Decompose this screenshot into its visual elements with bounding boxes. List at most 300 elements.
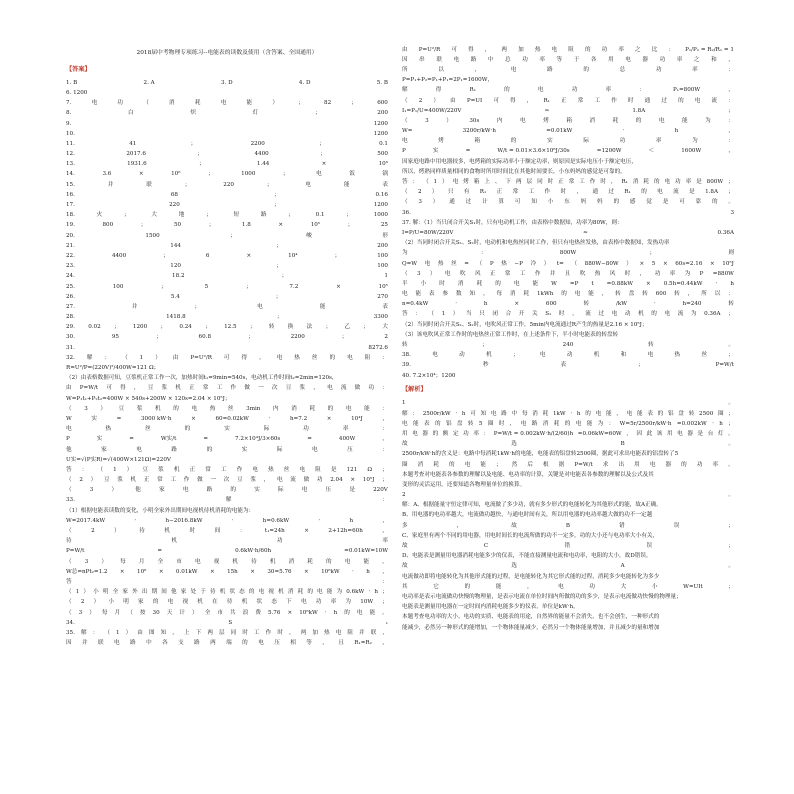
text-token: 29. — [66, 324, 75, 331]
text-token: 正 — [189, 466, 196, 473]
text-token: ： — [728, 117, 734, 124]
text-token: × — [158, 568, 164, 575]
text-token: 阻 — [347, 629, 353, 636]
text-token: 电 — [432, 352, 438, 359]
text-token: 800 — [102, 222, 114, 229]
text-token: ） — [111, 487, 118, 494]
text-token: · — [134, 517, 137, 524]
text-token: 出 — [141, 589, 148, 596]
text-token: 0.01kW — [175, 568, 198, 575]
text-token: 等 — [556, 56, 563, 63]
solution-line — [402, 268, 734, 278]
text-token: ） — [101, 558, 107, 565]
solution-line — [66, 546, 388, 556]
text-run: 解：A、根据能量守恒定律可知，电流做了多少功，就有多少形式的电能转化为其他形式的能，故A正确。 — [402, 502, 662, 509]
text-token: ， — [382, 415, 388, 422]
text-token: 600 — [545, 301, 557, 308]
text-token: 时 — [189, 528, 196, 535]
text-token: 电 — [345, 405, 352, 412]
text-token: 觉 — [646, 199, 652, 206]
text-token: =1200W — [596, 148, 622, 155]
text-token: ； — [638, 362, 644, 369]
text-token: ： — [728, 138, 734, 145]
text-token: 正 — [558, 179, 564, 186]
analysis-line — [402, 500, 734, 510]
text-token: 两 — [207, 629, 213, 636]
text-token: 丝 — [227, 405, 234, 412]
text-token: 内 — [273, 405, 279, 412]
text-token: 5.76 — [267, 609, 281, 616]
text-token: ； — [325, 324, 332, 331]
answer-line — [66, 179, 388, 189]
text-token: 3 — [730, 209, 734, 216]
text-token: 电 — [647, 352, 654, 359]
text-token: 33. — [66, 497, 75, 504]
text-token: 15. — [66, 181, 75, 188]
text-token: 消 — [291, 405, 297, 412]
text-token: 盘 — [456, 420, 463, 427]
text-token: 0.6kW — [346, 589, 365, 596]
text-token: R₁=R₂ — [354, 640, 372, 647]
text-token: 待 — [226, 599, 233, 606]
text-token: ） — [90, 477, 97, 484]
text-token: 工 — [220, 466, 227, 473]
text-token: × — [250, 568, 255, 575]
text-token: 能 — [369, 609, 376, 616]
text-token: 额 — [442, 430, 449, 437]
text-token: 该 — [656, 430, 663, 437]
text-token: ； — [728, 107, 734, 114]
solution-line — [402, 258, 734, 268]
text-token: 的 — [173, 405, 179, 412]
text-token: · — [318, 517, 321, 524]
text-token: 时 — [439, 280, 445, 287]
text-token: 过 — [598, 311, 605, 318]
text-token: ， — [576, 189, 583, 196]
text-token: 10. — [66, 130, 75, 137]
text-token: 电 — [558, 583, 564, 590]
text-token: 9. — [66, 120, 72, 127]
text-token: 箱 — [474, 138, 481, 145]
text-token: 联 — [436, 56, 442, 63]
text-token: 转 — [674, 291, 680, 298]
text-token: /kW — [615, 301, 627, 308]
text-run: D、电能表是测量用电器消耗电能多少的仪表，不能直接测量电流和电功率，电阻的大小，故D错误。 — [402, 553, 652, 560]
text-token: P=U²/R — [418, 46, 441, 53]
text-token: 的 — [657, 410, 664, 417]
text-token: 2 — [418, 97, 423, 104]
text-token: 通 — [644, 97, 651, 104]
answer-line — [66, 98, 388, 108]
text-token: 以 — [714, 291, 721, 298]
text-token: 常 — [577, 97, 584, 104]
text-token: 是 — [662, 199, 669, 206]
text-token: × — [662, 260, 668, 267]
text-token: （ — [66, 477, 72, 484]
text-token: 热 — [501, 260, 507, 267]
text-token: ； — [347, 222, 354, 229]
text-token: 3000 kW·h — [140, 415, 172, 422]
text-token: 冷 — [530, 260, 537, 267]
text-token: 根 — [543, 461, 549, 468]
text-token: 丝 — [283, 466, 290, 473]
text-token: ， — [259, 354, 265, 361]
text-token: 小 — [651, 583, 658, 590]
text-token: 32. — [66, 354, 75, 361]
text-token: 25 — [380, 222, 388, 229]
solution-line — [66, 617, 388, 627]
solution-line — [66, 495, 388, 505]
text-token: =P — [569, 280, 579, 287]
text-token: 算 — [498, 199, 505, 206]
answer-line — [66, 159, 388, 169]
text-token: 误 — [646, 543, 653, 549]
text-token: × — [119, 568, 125, 575]
text-token: 转 — [467, 420, 474, 427]
text-token: W=2017.4kW — [66, 517, 106, 524]
text-token: 3min — [246, 405, 261, 412]
text-token: × — [336, 283, 341, 290]
text-token: （ — [428, 311, 435, 318]
text-token: 器 — [665, 461, 672, 468]
text-token: 解 — [86, 354, 93, 361]
solution-line — [66, 515, 388, 525]
text-token: ； — [266, 181, 273, 188]
text-token: 的 — [242, 640, 248, 647]
text-token: 和 — [620, 352, 627, 359]
text-token: 有 — [463, 189, 470, 196]
text-token: ： — [728, 291, 734, 298]
text-token: 由 — [172, 354, 179, 361]
text-token: （ — [571, 260, 578, 267]
text-token: 5 — [204, 283, 209, 290]
solution-line — [402, 299, 734, 309]
text-token: · — [231, 517, 234, 524]
text-token: 率 — [655, 138, 662, 145]
text-token: 路 — [470, 56, 477, 63]
text-token: 间 — [214, 528, 221, 535]
text-token: ， — [133, 385, 140, 392]
text-token: 箱 — [473, 179, 480, 186]
text-token: 计 — [482, 199, 488, 206]
text-token: 流 — [585, 311, 591, 318]
text-token: ： — [382, 446, 388, 453]
text-token: 机 — [155, 405, 161, 412]
text-run: 电流做功即将电能转化为其他形式能的过程，是电能转化为其它形式能的过程，消耗多少电能转化为多少 — [402, 573, 660, 580]
text-token: W实/t — [160, 436, 177, 443]
text-token: 的 — [329, 354, 336, 361]
text-token: 10⁶ — [378, 161, 388, 168]
text-token: · — [622, 128, 625, 135]
text-token: 机 — [232, 558, 239, 565]
text-token: 烤 — [438, 138, 444, 145]
answer-line — [66, 87, 388, 97]
text-token: 30=5.76 — [267, 568, 292, 575]
text-token: ： — [382, 497, 388, 504]
text-token: 14. — [66, 171, 75, 178]
text-token: 3 — [418, 199, 422, 206]
text-token: 1 — [402, 400, 406, 407]
text-token: 所 — [402, 66, 408, 73]
text-token: 明 — [123, 599, 129, 606]
text-token: （ — [66, 528, 72, 535]
text-token: 1000 — [373, 212, 388, 219]
text-token: 丝 — [451, 260, 457, 267]
text-token: 解 — [402, 410, 408, 417]
text-token: ， — [526, 97, 533, 104]
text-token: 机 — [130, 477, 137, 484]
text-token: 消 — [589, 117, 596, 124]
text-token: W/t = 0.01×3.6×10⁶J/30s — [497, 148, 570, 155]
text-token: 的 — [510, 138, 517, 145]
text-token: ； — [140, 222, 147, 229]
text-token: 耗 — [433, 461, 439, 468]
text-token: 机 — [171, 538, 178, 545]
solution-line — [402, 217, 734, 227]
text-token: 器 — [687, 430, 693, 437]
text-token: 。 — [728, 400, 734, 407]
text-token: 2.04 — [330, 477, 343, 484]
text-token: 并 — [131, 303, 138, 310]
solution-line — [402, 278, 734, 288]
text-token: 1200 — [373, 202, 388, 209]
text-token: × — [287, 609, 293, 616]
text-token: 只 — [447, 189, 454, 196]
text-token: h — [576, 410, 581, 417]
text-token: ） — [125, 629, 132, 636]
answer-line — [66, 301, 388, 311]
text-token: · — [268, 415, 271, 422]
text-token: 消 — [457, 280, 464, 287]
text-token: 220 — [223, 181, 234, 188]
text-token: （ — [402, 189, 408, 196]
text-run: 6. 1200 — [66, 89, 88, 96]
text-token: ） — [543, 260, 550, 267]
analysis-line — [402, 561, 734, 571]
text-token: 电 — [539, 352, 546, 359]
text-token: ， — [601, 291, 608, 298]
text-token: 同 — [230, 629, 237, 636]
text-token: 1.44 — [256, 161, 270, 168]
text-token: 50 — [173, 222, 182, 229]
text-token: 层 — [218, 629, 225, 636]
text-token: S — [228, 619, 233, 626]
text-token: 0.6kW·h/60h — [235, 548, 272, 555]
text-token: 30 — [152, 609, 160, 616]
text-token: 解 — [225, 497, 232, 504]
text-token: 消 — [632, 179, 639, 186]
text-token: ； — [273, 202, 280, 209]
text-token: 待 — [209, 589, 216, 596]
text-token: A — [620, 563, 625, 570]
text-token: 7.2 — [289, 283, 299, 290]
text-token: 它 — [433, 583, 439, 590]
text-run: 40. 7.2×10⁴；1200 — [402, 372, 456, 379]
analysis-line — [402, 469, 734, 479]
text-token: 率 — [605, 87, 612, 94]
text-token: · — [324, 609, 327, 616]
text-token: ， — [728, 56, 734, 63]
text-token: （ — [402, 270, 408, 277]
text-token: 正 — [561, 97, 567, 104]
text-token: 大 — [382, 324, 388, 331]
text-token: 浆 — [161, 385, 168, 392]
text-token: h — [483, 301, 488, 308]
solution-line — [402, 309, 734, 319]
text-token: 用 — [608, 56, 614, 63]
answer-line — [66, 281, 388, 291]
text-token: 的 — [464, 583, 471, 590]
text-token: 用 — [666, 430, 673, 437]
text-token: 视 — [182, 599, 189, 606]
text-token: 知 — [160, 629, 167, 636]
text-token: P=W/t — [66, 548, 85, 555]
text-token: 动 — [624, 311, 631, 318]
text-token: ， — [483, 291, 489, 298]
text-token: 耗 — [612, 117, 619, 124]
text-token: 7.2×10⁴J/3×60s — [235, 436, 281, 443]
text-token: 1 — [139, 354, 144, 361]
text-token: ： — [412, 179, 419, 186]
text-token: 机 — [164, 528, 170, 535]
text-token: ： — [412, 410, 418, 417]
solution-line — [402, 329, 734, 339]
text-token: ） — [446, 117, 452, 124]
text-token: 故 — [402, 563, 408, 570]
text-token: ： — [668, 46, 675, 53]
text-token: 。 — [728, 492, 734, 499]
text-token: 时 — [498, 420, 505, 427]
answer-line — [66, 149, 388, 159]
solution-line — [66, 383, 388, 393]
text-token: 炽 — [190, 110, 196, 117]
text-token: 电 — [649, 461, 656, 468]
text-token: 压 — [347, 446, 353, 453]
answer-line — [66, 322, 388, 332]
text-token: 灯 — [717, 430, 724, 437]
text-token: 的 — [711, 199, 718, 206]
text-token: 联 — [146, 181, 152, 188]
text-token: 路 — [206, 487, 213, 494]
text-token: P — [489, 260, 494, 267]
text-token: 600 — [655, 291, 667, 298]
solution-line — [402, 197, 734, 207]
text-token: ， — [728, 148, 734, 155]
text-token: 消 — [288, 558, 295, 565]
text-token: 22. — [66, 252, 75, 259]
text-token: 待 — [139, 528, 145, 535]
text-run: （2）当同时闭合开关S₁、S₂时，电动机和电热丝同时工作，但只有电热丝发热，由表格中数据知，发热功率 — [402, 240, 670, 247]
text-token: 3. D — [220, 79, 233, 86]
solution-line — [402, 105, 734, 115]
text-token: 待 — [251, 558, 257, 565]
text-token: ； — [482, 342, 488, 349]
text-token: 3300 — [373, 314, 388, 321]
text-token: 0.1 — [379, 140, 388, 147]
text-token: 3 — [78, 609, 83, 616]
text-token: = — [116, 415, 122, 422]
text-token: ； — [320, 151, 326, 158]
text-token: 浆 — [136, 405, 143, 412]
text-token: 次 — [271, 385, 278, 392]
text-token: ： — [382, 405, 388, 412]
text-token: 4. D — [298, 79, 311, 86]
text-token: ； — [205, 324, 211, 331]
text-token: 是 — [696, 179, 702, 186]
text-token: ： — [415, 311, 421, 318]
text-token: h — [349, 517, 354, 524]
solution-line — [402, 370, 734, 380]
text-token: 电 — [402, 138, 408, 145]
text-token: ） — [126, 466, 133, 473]
text-token: 消 — [287, 589, 294, 596]
text-token: 正 — [143, 477, 150, 484]
text-token: 率 — [618, 46, 624, 53]
text-token: × — [138, 171, 144, 178]
text-token: 工 — [594, 97, 601, 104]
text-token: 态 — [239, 589, 245, 596]
text-token: h — [461, 410, 466, 417]
text-token: ； — [197, 151, 204, 158]
text-token: 电 — [664, 179, 671, 186]
text-token: 表 — [423, 420, 430, 427]
text-token: 的 — [449, 461, 455, 468]
text-token: 于 — [200, 589, 206, 596]
text-token: 2 — [402, 492, 406, 499]
text-run: W=P₁t₁+P₂t₂=400W × 540s+200W × 120s=2.04 × 10⁵J； — [66, 395, 231, 402]
text-token: 做 — [244, 385, 250, 392]
text-token: 热 — [105, 426, 112, 433]
analysis-line — [402, 551, 734, 561]
left-column — [66, 40, 388, 648]
solution-line — [402, 44, 734, 54]
text-token: 其 — [402, 583, 408, 590]
text-token: ； — [512, 352, 519, 359]
text-token: （ — [402, 117, 408, 124]
text-token: 热 — [209, 405, 216, 412]
text-token: 电 — [510, 66, 517, 73]
text-token: 1 — [384, 273, 388, 280]
text-token: 作 — [236, 466, 243, 473]
text-token: 2017.6 — [126, 151, 146, 158]
text-token: 18. — [66, 212, 75, 219]
text-token: 常 — [504, 270, 511, 277]
text-token: ； — [728, 583, 734, 590]
text-token: 能 — [532, 280, 539, 287]
text-token: 82 — [324, 100, 332, 107]
text-token: ； — [230, 232, 236, 239]
text-token: 率 — [330, 599, 337, 606]
analysis-line — [402, 449, 734, 459]
text-run: 变形的灵活运用，还要知道各物理量单位的换算。 — [402, 481, 526, 488]
text-token: 4400 — [254, 151, 269, 158]
text-token: ； — [728, 189, 734, 196]
text-token: 间 — [161, 589, 167, 596]
text-token: 10⁶ — [137, 568, 147, 575]
text-token: 的 — [583, 66, 589, 73]
text-token: h — [730, 280, 734, 287]
text-token: ； — [382, 477, 388, 484]
text-token: 的 — [344, 609, 350, 616]
text-token: 两 — [501, 46, 508, 53]
text-token: ， — [382, 436, 388, 443]
text-token: 小 — [547, 199, 554, 206]
text-token: 是 — [349, 487, 355, 494]
text-token: 28. — [66, 314, 75, 321]
text-token: =0.01kW=10W — [344, 548, 388, 555]
text-token: 阻 — [315, 466, 321, 473]
text-token: 内 — [496, 117, 503, 124]
